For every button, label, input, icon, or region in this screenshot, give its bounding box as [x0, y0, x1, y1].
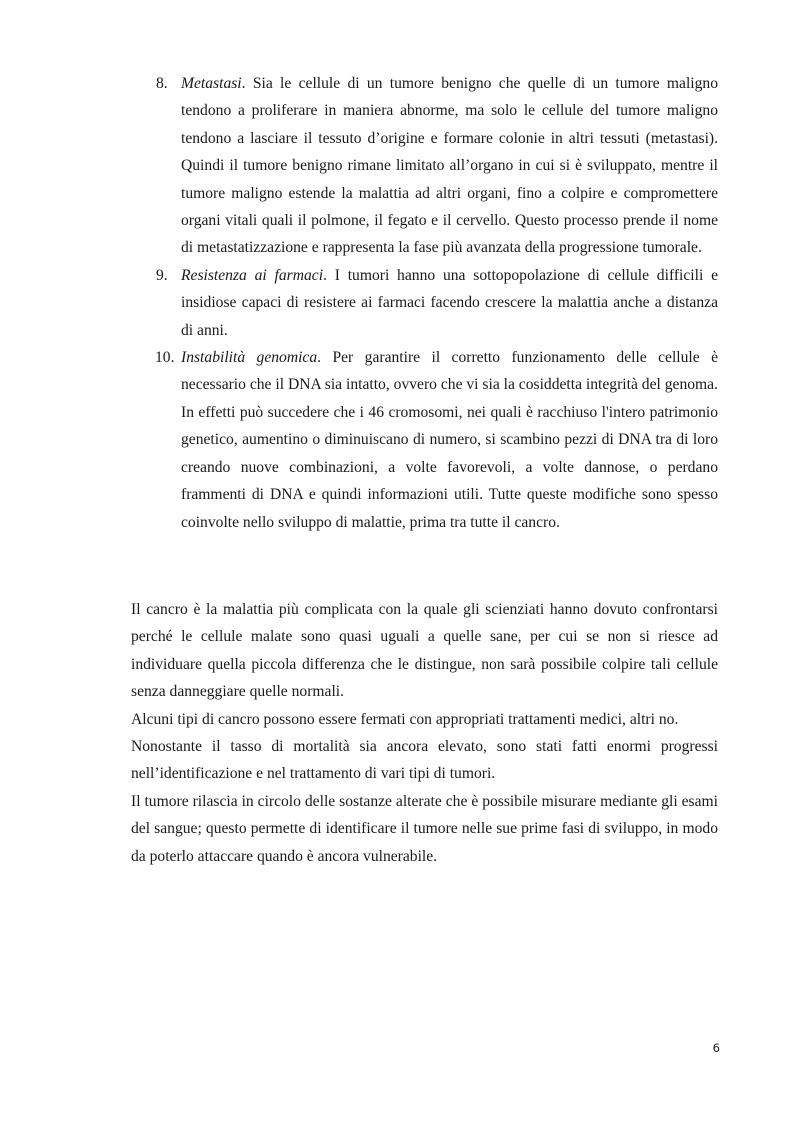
list-item-number: 10.: [155, 349, 175, 367]
list-item-metastasi: [156, 70, 718, 262]
list-item-resistenza: [156, 262, 718, 344]
list-item-number: 8.: [156, 75, 168, 92]
list-item-number: 9.: [156, 266, 168, 284]
paragraph: Nonostante il tasso di mortalità sia ancora elevato, sono stati fatti enormi progressi nell’identificazione e nel trattamento di vari tipi di tumori.: [131, 738, 718, 783]
list-item-text: . Per garantire il corretto funzionamento delle cellule è necessario che il DNA sia intatto, ovvero che vi sia la cosiddetta integrità del genoma. In effetti può succedere che i 46 cromosomi, nei quali è racchiuso l'intero patrimonio genetico, aumentino o diminuiscano di numero, si scambino pezzi di DNA tra di loro creando nuove combinazioni, a volte favorevoli, a volte dannose, o perdano frammenti di DNA e quindi informazioni utili. Tutte queste modifiche sono spesso coinvolte nello sviluppo di malattie, prima tra tutte il cancro.: [181, 349, 719, 531]
list-item-text: . Sia le cellule di un tumore benigno che quelle di un tumore maligno tendono a proliferare in maniera abnorme, ma solo le cellule del tumore maligno tendono a lasciare il tessuto d’origine e formare colonie in altri tessuti (metastasi). Quindi il tumore benigno rimane limitato all’organo in cui si è sviluppato, mentre il tumore maligno estende la malattia ad altri organi, fino a colpire e compromettere organi vitali quali il polmone, il fegato e il cervello. Questo processo prende il nome di metastatizzazione e rappresenta la fase più avanzata della progressione tumorale.: [181, 75, 718, 257]
body-text: [131, 596, 718, 870]
hallmarks-list: [156, 70, 718, 536]
paragraph: Alcuni tipi di cancro possono essere fermati con appropriati trattamenti medici, altri no.: [131, 710, 679, 728]
paragraph: Il tumore rilascia in circolo delle sostanze alterate che è possibile misurare mediante gli esami del sangue; questo permette di identificare il tumore nelle sue prime fasi di sviluppo, in modo da poterlo attaccare quando è ancora vulnerabile.: [131, 792, 718, 865]
list-item-instabilita: [156, 344, 718, 536]
list-item-text: . I tumori hanno una sottopopolazione di cellule difficili e insidiose capaci di resistere ai farmaci facendo crescere la malattia anche a distanza di anni.: [181, 266, 718, 339]
page-number: 6: [712, 1041, 720, 1055]
list-item-term: Resistenza ai farmaci: [181, 266, 324, 284]
list-item-term: Metastasi: [181, 75, 242, 92]
list-item-term: Instabilità genomica: [181, 349, 318, 367]
paragraph: Il cancro è la malattia più complicata con la quale gli scienziati hanno dovuto confrontarsi perché le cellule malate sono quasi uguali a quelle sane, per cui se non si riesce ad individuare quella piccola differenza che le distingue, non sarà possibile colpire tali cellule senza danneggiare quelle normali.: [131, 601, 718, 701]
